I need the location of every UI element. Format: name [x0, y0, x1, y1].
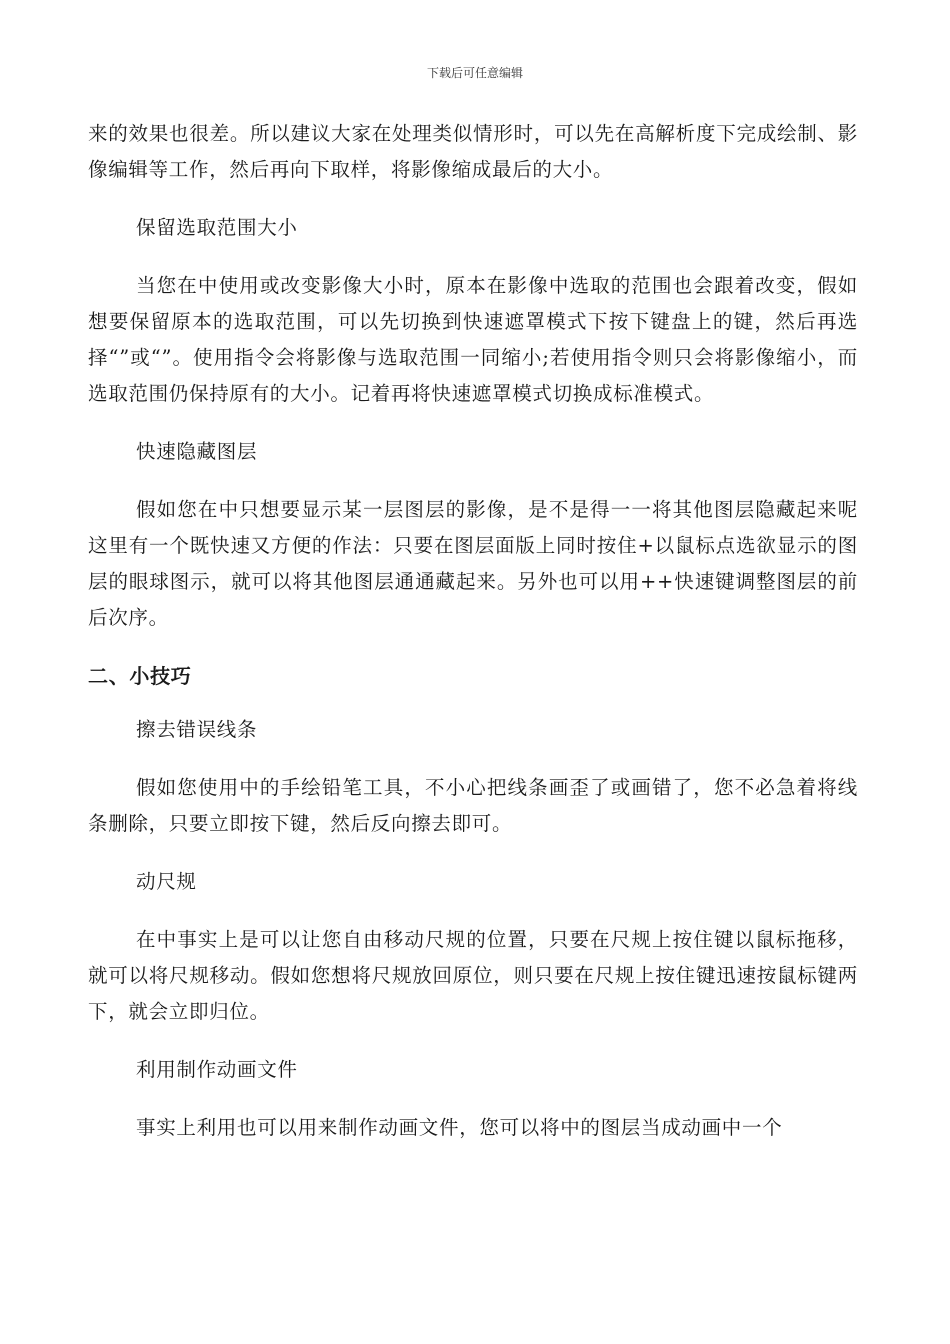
heading-keep-selection-size: 保留选取范围大小 — [136, 216, 298, 239]
section-title-tips: 二、小技巧 — [88, 664, 192, 688]
paragraph-quick-hide-layers: 假如您在中只想要显示某一层图层的影像，是不是得一一将其他图层隐藏起来呢这里有一个既快速又方便的作法：只要在图层面版上同时按住+以鼠标点选欲显示的图层的眼球图示，就可以将其他图层通通藏起来。另外也可以用++快速键调整图层的前后次序。 — [88, 498, 858, 629]
heading-move-ruler: 动尺规 — [136, 870, 197, 893]
page-header: 下载后可任意编辑 — [426, 66, 523, 80]
paragraph-make-animation: 事实上利用也可以用来制作动画文件，您可以将中的图层当成动画中一个 — [136, 1116, 783, 1139]
heading-make-animation: 利用制作动画文件 — [136, 1058, 298, 1081]
document-body — [88, 116, 858, 1146]
heading-quick-hide-layers: 快速隐藏图层 — [136, 440, 258, 463]
paragraph-resample-advice: 来的效果也很差。所以建议大家在处理类似情形时，可以先在高解析度下完成绘制、影像编辑等工作，然后再向下取样，将影像缩成最后的大小。 — [88, 122, 858, 181]
paragraph-keep-selection-size: 当您在中使用或改变影像大小时，原本在影像中选取的范围也会跟着改变，假如想要保留原本的选取范围，可以先切换到快速遮罩模式下按下键盘上的键，然后再选择“”或“”。使用指令会将影像与选取范围一同缩小;若使用指令则只会将影像缩小，而选取范围仍保持原有的大小。记着再将快速遮罩模式切换成标准模式。 — [88, 274, 858, 405]
heading-erase-wrong-lines: 擦去错误线条 — [136, 718, 258, 741]
paragraph-erase-wrong-lines: 假如您使用中的手绘铅笔工具，不小心把线条画歪了或画错了，您不必急着将线条删除，只要立即按下键，然后反向擦去即可。 — [88, 776, 858, 835]
paragraph-move-ruler: 在中事实上是可以让您自由移动尺规的位置，只要在尺规上按住键以鼠标拖移，就可以将尺规移动。假如您想将尺规放回原位，则只要在尺规上按住键迅速按鼠标键两下，就会立即归位。 — [88, 928, 858, 1023]
